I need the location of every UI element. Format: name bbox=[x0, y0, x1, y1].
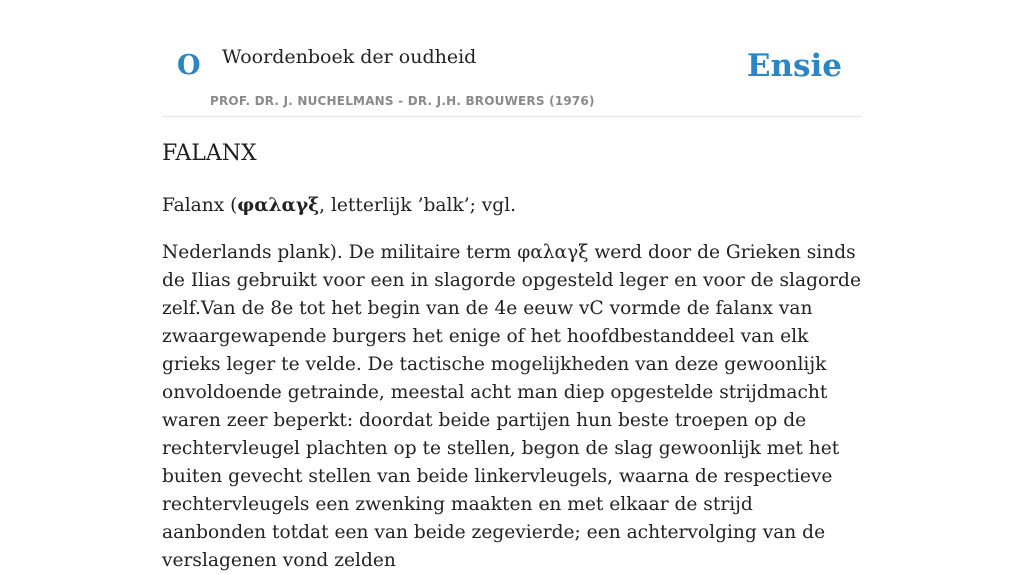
dictionary-header bbox=[162, 0, 862, 117]
entry-title: FALANX bbox=[162, 141, 257, 166]
entry-body-paragraph: Nederlands plank). De militaire term φαλαγξ werd door de Grieken sinds de Ilias gebruikt voor een in slagorde opgesteld leger en voor de slagorde zelf.Van de 8e tot het begin van de 4e eeuw vC vormde de falanx van zwaargewapende burgers het enige of het hoofdbestanddeel van elk grieks leger te velde. De tactische mogelijkheden van deze gewoonlijk onvoldoende getrainde, meestal acht man diep opgestelde strijdmacht waren zeer beperkt: doordat beide partijen hun beste troepen op de rechtervleugel plachten op te stellen, begon de slag gewoonlijk met het buiten gevecht stellen van beide linkervleugels, waarna de respectieve rechtervleugels een zwenking maakten en met elkaar de strijd aanbonden totdat een van beide zegevierde; een achtervolging van de verslagenen vond zelden bbox=[162, 242, 861, 571]
ensie-logo[interactable]: Ensie bbox=[746, 48, 842, 84]
book-title[interactable]: Woordenboek der oudheid bbox=[222, 46, 477, 68]
greek-term: φαλαγξ bbox=[237, 195, 320, 216]
entry-intro-paragraph bbox=[162, 192, 862, 220]
intro-prefix: Falanx ( bbox=[162, 195, 238, 216]
intro-suffix: , letterlijk ’balk’; vgl. bbox=[319, 195, 517, 216]
letter-index-link[interactable]: O bbox=[177, 50, 201, 81]
book-authors: PROF. DR. J. NUCHELMANS - DR. J.H. BROUWERS (1976) bbox=[210, 94, 595, 108]
